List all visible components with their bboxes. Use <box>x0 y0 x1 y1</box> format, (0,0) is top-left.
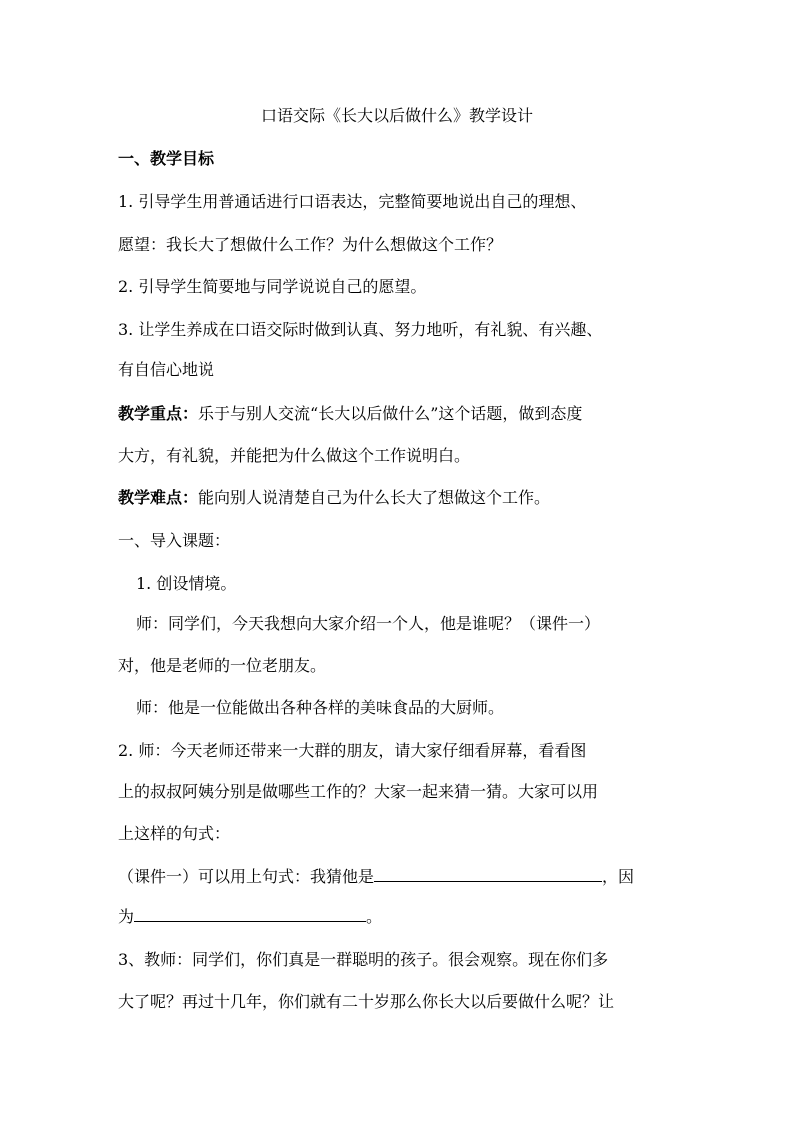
fill-blank-1 <box>374 866 602 882</box>
difficulty-text: 能向别人说清楚自己为什么长大了想做这个工作。 <box>198 488 551 507</box>
teacher-line-2: 对，他是老师的一位老朋友。 <box>118 656 327 675</box>
step2-line-2: 上的叔叔阿姨分别是做哪些工作的？大家一起来猜一猜。大家可以用 <box>118 782 599 801</box>
teacher-line-1: 师：同学们，今天我想向大家介绍一个人，他是谁呢？（课件一） <box>136 614 601 633</box>
key-point-line-1 <box>118 404 582 424</box>
difficulty-line <box>118 488 550 508</box>
difficulty-label: 教学难点： <box>118 488 199 507</box>
key-point-label: 教学重点： <box>118 404 199 423</box>
key-point-line-2: 大方，有礼貌，并能把为什么做这个工作说明白。 <box>118 446 471 465</box>
objective-line-4: 3. 让学生养成在口语交际时做到认真、努力地听，有礼貌、有兴趣、 <box>118 320 603 339</box>
step2-line-3: 上这样的句式： <box>118 824 231 843</box>
sentence-pattern-line2-pre: 为 <box>118 907 135 926</box>
objective-line-3: 2. 引导学生简要地与同学说说自己的愿望。 <box>118 277 427 296</box>
sentence-pattern-mid: ，因 <box>602 867 635 886</box>
key-point-text: 乐于与别人交流“长大以后做什么”这个话题，做到态度 <box>198 404 583 423</box>
objective-line-5: 有自信心地说 <box>118 360 215 379</box>
objective-line-2: 愿望：我长大了想做什么工作？为什么想做这个工作？ <box>118 235 503 254</box>
sentence-pattern-line-1 <box>118 866 634 887</box>
fill-blank-2 <box>134 906 366 922</box>
intro-sub-1: 1. 创设情境。 <box>136 574 237 593</box>
document-title: 口语交际《长大以后做什么》教学设计 <box>260 106 533 125</box>
sentence-pattern-line-2 <box>118 906 382 927</box>
step3-line-1: 3、教师：同学们，你们真是一群聪明的孩子。很会观察。现在你们多 <box>118 950 609 969</box>
teacher-line-3: 师：他是一位能做出各种各样的美味食品的大厨师。 <box>136 698 505 717</box>
section-heading-intro: 一、导入课题： <box>118 531 231 550</box>
sentence-pattern-text: （课件一）可以用上句式：我猜他是 <box>118 867 375 886</box>
step3-line-2: 大了呢？再过十几年，你们就有二十岁那么你长大以后要做什么呢？让 <box>118 992 615 1011</box>
objective-line-1: 1. 引导学生用普通话进行口语表达，完整简要地说出自己的理想、 <box>118 192 587 211</box>
step2-line-1: 2. 师：今天老师还带来一大群的朋友，请大家仔细看屏幕，看看图 <box>118 741 587 760</box>
section-heading-objectives: 一、教学目标 <box>118 149 215 168</box>
sentence-pattern-line2-end: 。 <box>366 907 383 926</box>
